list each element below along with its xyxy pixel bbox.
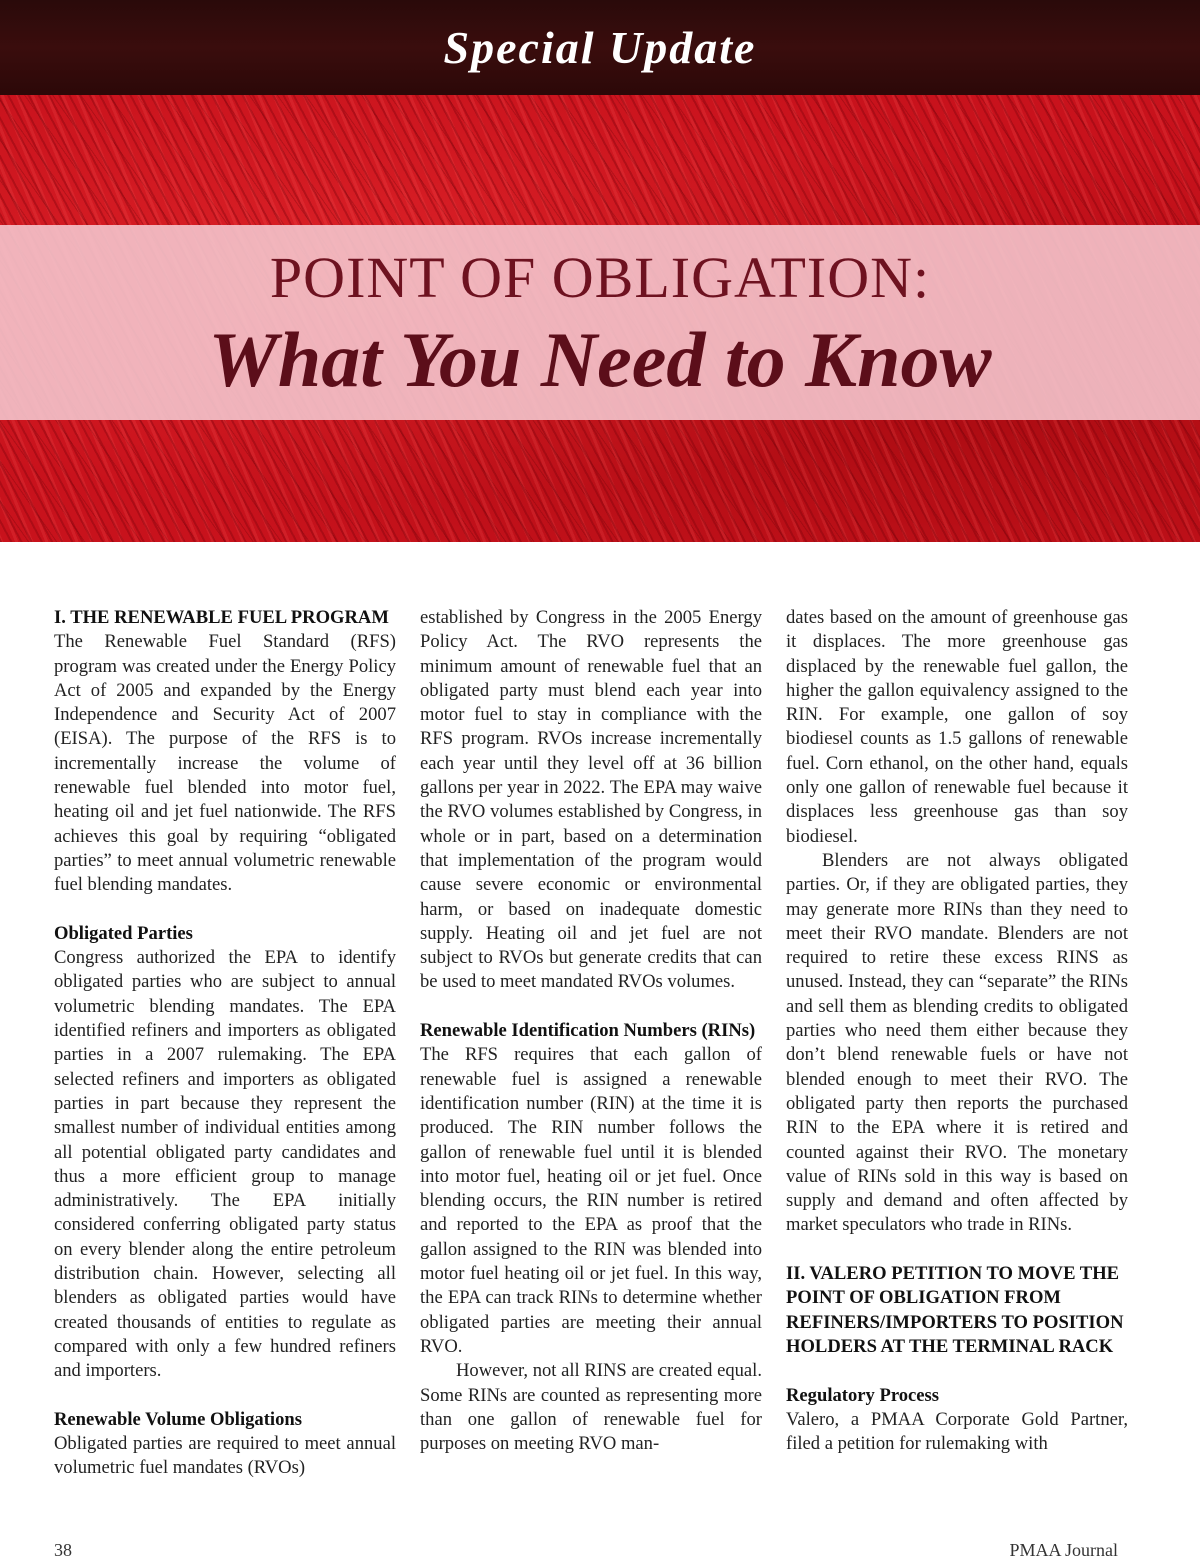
subheading: Obligated Parties	[54, 922, 193, 944]
paragraph: However, not all RINS are created equal. Some RINs are counted as representing more than one gallon of renewable fuel for purposes on meeting RVO man-	[420, 1360, 762, 1455]
paragraph: Valero, a PMAA Corporate Gold Partner, filed a petition for rulemaking with	[786, 1408, 1128, 1455]
subheading: Regulatory Process	[786, 1384, 940, 1406]
paragraph: The RFS requires that each gallon of renewable fuel is assigned a renewable identification number (RIN) at the time it is produced. The RIN number follows the gallon of renewable fuel until it is blended into motor fuel, heating oil or jet fuel. Once blending occurs, the RIN number is retired and reported to the EPA as proof that the gallon assigned to the RIN was blended into motor fuel heating oil or jet fuel. In this way, the EPA can track RINs to determine whether obligated parties are meeting their annual RVO.	[420, 1044, 762, 1357]
paragraph: established by Congress in the 2005 Energy Policy Act. The RVO represents the minimum amount of renewable fuel that an obligated party must blend each year into motor fuel to stay in compliance with the RFS program. RVOs increase incrementally each year until they level off at 36 billion gallons per year in 2022. The EPA may waive the RVO volumes established by Congress, in whole or in part, based on a determination that implementation of the program would cause severe economic or environmental harm, or based on inadequate domestic supply. Heating oil and jet fuel are not subject to RVOs but generate credits that can be used to meet mandated RVOs volumes.	[420, 607, 762, 993]
subheading: Renewable Volume Obligations	[54, 1408, 302, 1430]
section-kicker: Special Update	[443, 22, 757, 73]
page-number: 38	[54, 1540, 72, 1560]
title-band	[0, 225, 1200, 420]
paragraph: dates based on the amount of greenhouse gas it displaces. The more greenhouse gas displaced by the renewable fuel gallon, the higher the gallon equivalency assigned to the RIN. For example, one gallon of soy biodiesel counts as 1.5 gallons of renewable fuel. Corn ethanol, on the other hand, equals only one gallon of renewable fuel because it displaces less greenhouse gas than soy biodiesel.	[786, 607, 1128, 847]
header-bar	[0, 0, 1200, 95]
article-title: POINT OF OBLIGATION:	[269, 245, 931, 310]
subheading: Renewable Identification Numbers (RINs)	[420, 1020, 756, 1042]
paragraph: Congress authorized the EPA to identify obligated parties who are subject to annual volumetric blending mandates. The EPA identified refiners and importers as obligated parties in a 2007 rulemaking. The EPA selected refiners and importers as obligated parties in part because they represent the smallest number of individual entities among all potential obligated party candidates and thus a more efficient group to manage administratively. The EPA initially considered conferring obligated party status on every blender along the entire petroleum distribution chain. However, selecting all blenders as obligated parties would have created thousands of entities to regulate as compared with only a few hundred refiners and importers.	[54, 947, 396, 1382]
text-column-1	[54, 606, 396, 1481]
publication-name: PMAA Journal	[1009, 1540, 1118, 1560]
text-column-2	[420, 606, 762, 1456]
paragraph: Blenders are not always obligated parties. Or, if they are obligated parties, they may generate more RINs than they need to meet their RVO mandate. Blenders are not required to retire these excess RINS as unused. Instead, they can “separate” the RINs and sell them as blending credits to obligated parties who need them either because they don’t blend renewable fuels or have not blended enough to meet their RVO. The obligated party then reports the purchased RIN to the EPA where it is retired and counted against their RVO. The monetary value of RINs sold in this way is based on supply and demand and often affected by market speculators who trade in RINs.	[786, 849, 1128, 1236]
section-heading: II. VALERO PETITION TO MOVE THE POINT OF OBLIGATION FROM REFINERS/IMPORTERS TO POSITION HOLDERS AT THE TERMINAL RACK	[786, 1263, 1124, 1357]
article-subtitle: What You Need to Know	[208, 316, 992, 403]
paragraph: Obligated parties are required to meet annual volumetric fuel mandates (RVOs)	[54, 1433, 396, 1479]
text-column-3	[786, 606, 1128, 1456]
section-heading: I. THE RENEWABLE FUEL PROGRAM	[54, 607, 389, 628]
paragraph: The Renewable Fuel Standard (RFS) program was created under the Energy Policy Act of 2005 and expanded by the Energy Independence and Security Act of 2007 (EISA). The purpose of the RFS is to incrementally increase the volume of renewable fuel blended into motor fuel, heating oil and jet fuel nationwide. The RFS achieves this goal by requiring “obligated parties” to meet annual volumetric renewable fuel blending mandates.	[54, 631, 396, 896]
